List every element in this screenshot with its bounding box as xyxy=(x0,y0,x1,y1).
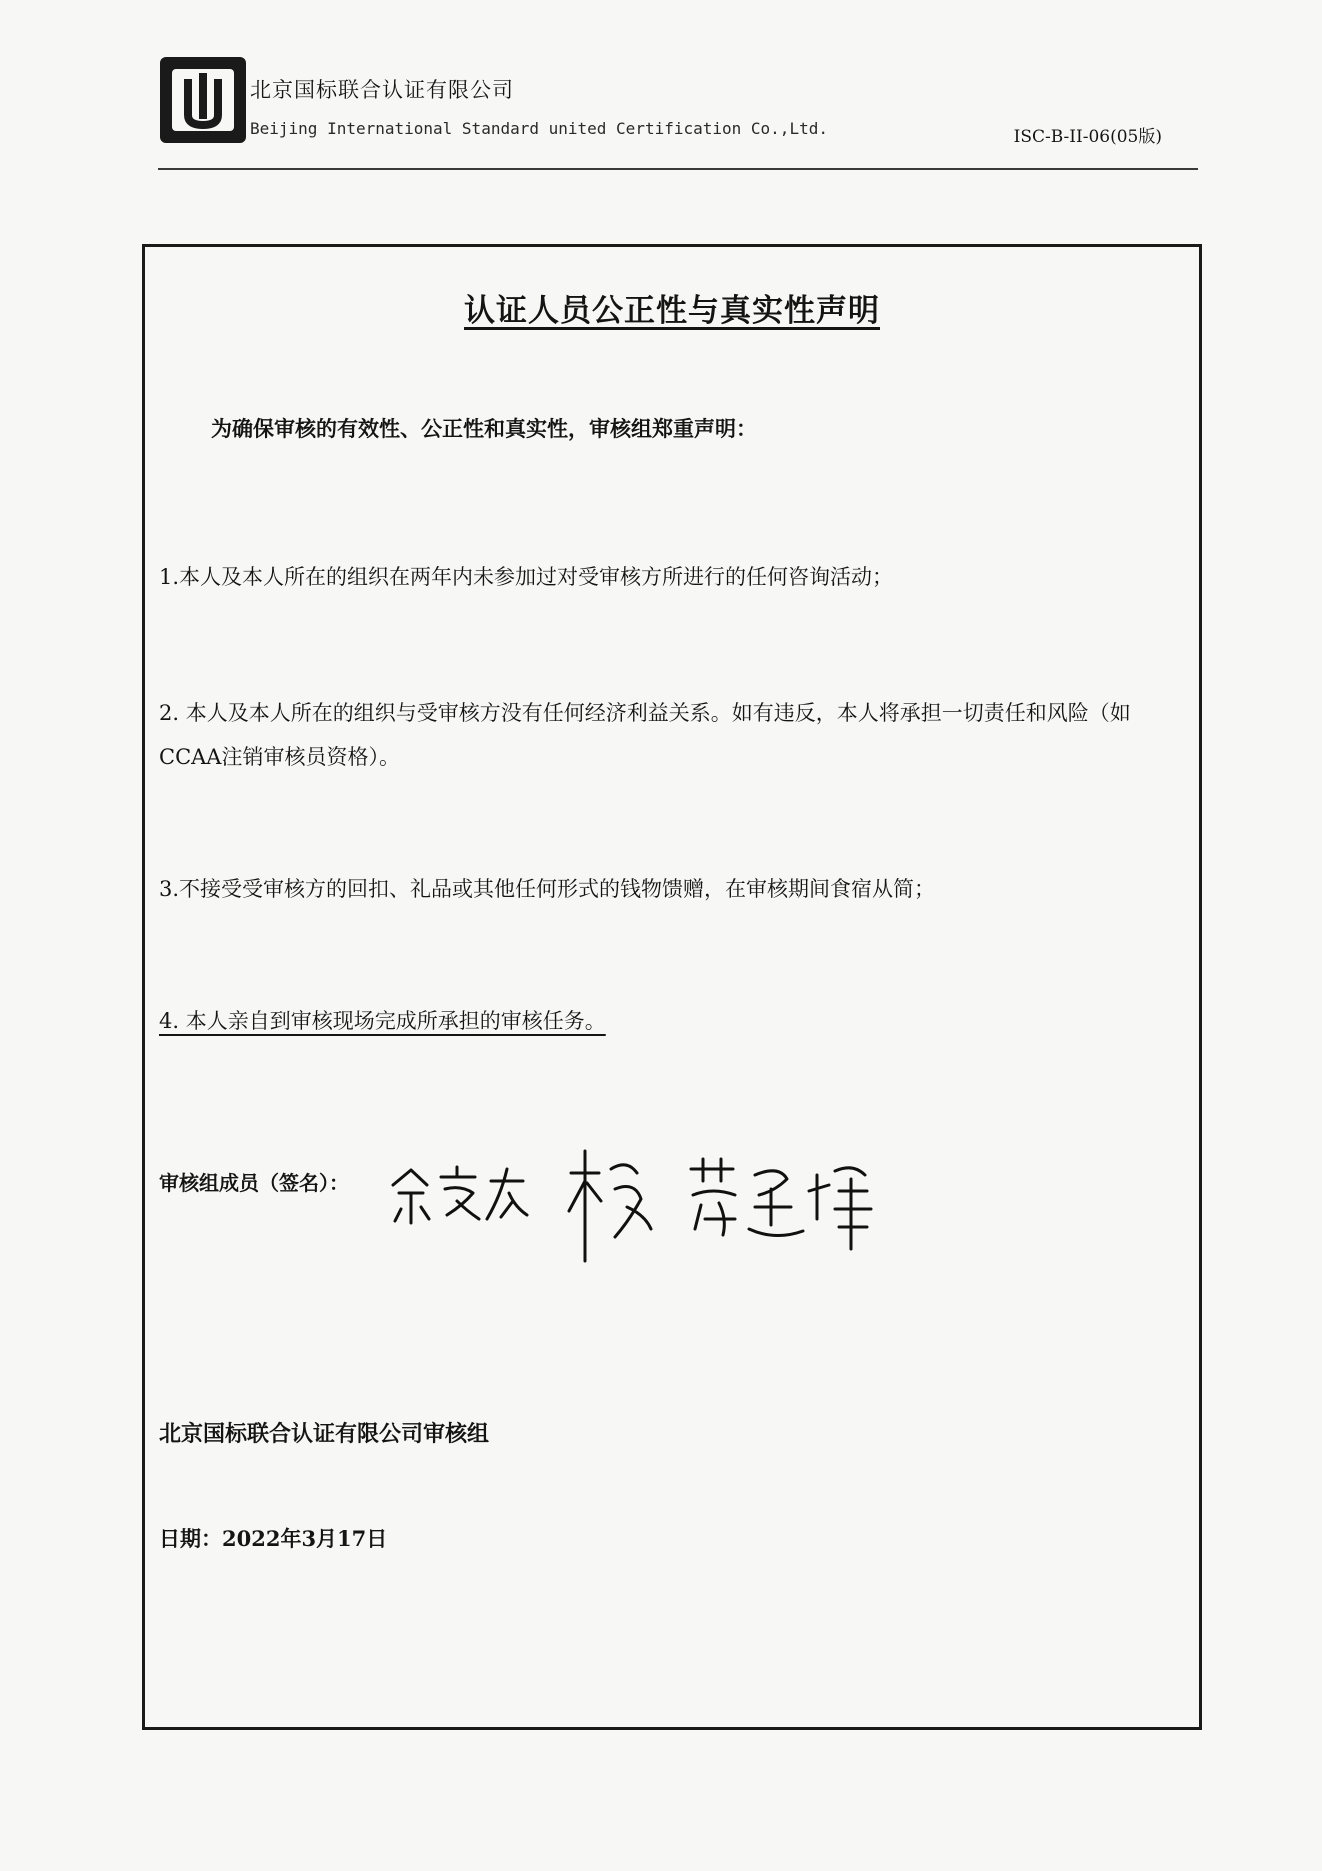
header-divider xyxy=(158,168,1198,170)
declaration-item-2: 2. 本人及本人所在的组织与受审核方没有任何经济利益关系。如有违反，本人将承担一切责任和风险（如CCAA注销审核员资格）。 xyxy=(159,701,1131,769)
company-logo-icon xyxy=(158,55,248,145)
company-name-cn: 北京国标联合认证有限公司 xyxy=(250,78,514,102)
signature-1 xyxy=(393,1167,527,1223)
document-title-text: 认证人员公正性与真实性声明 xyxy=(464,293,880,329)
declaration-date: 日期：2022年3月17日 xyxy=(159,1526,388,1551)
signature-3 xyxy=(691,1159,871,1249)
handwritten-signatures xyxy=(383,1145,903,1265)
form-code: ISC-B-II-06(05版) xyxy=(1013,127,1162,147)
document-title xyxy=(145,285,1199,330)
declaration-item-1: 1.本人及本人所在的组织在两年内未参加过对受审核方所进行的任何咨询活动； xyxy=(159,565,894,589)
intro-paragraph: 为确保审核的有效性、公正性和真实性，审核组郑重声明： xyxy=(211,416,757,441)
signature-2 xyxy=(569,1151,651,1261)
declaration-item-4: 4. 本人亲自到审核现场完成所承担的审核任务。 xyxy=(159,1009,606,1033)
audit-team-organization: 北京国标联合认证有限公司审核组 xyxy=(159,1421,490,1447)
signature-label: 审核组成员（签名）： xyxy=(159,1171,349,1195)
letterhead xyxy=(158,50,1198,175)
declaration-frame xyxy=(142,244,1202,1730)
company-name-en: Beijing International Standard united Certification Co.,Ltd. xyxy=(250,119,828,138)
declaration-item-3: 3.不接受受审核方的回扣、礼品或其他任何形式的钱物馈赠，在审核期间食宿从简； xyxy=(159,877,936,901)
